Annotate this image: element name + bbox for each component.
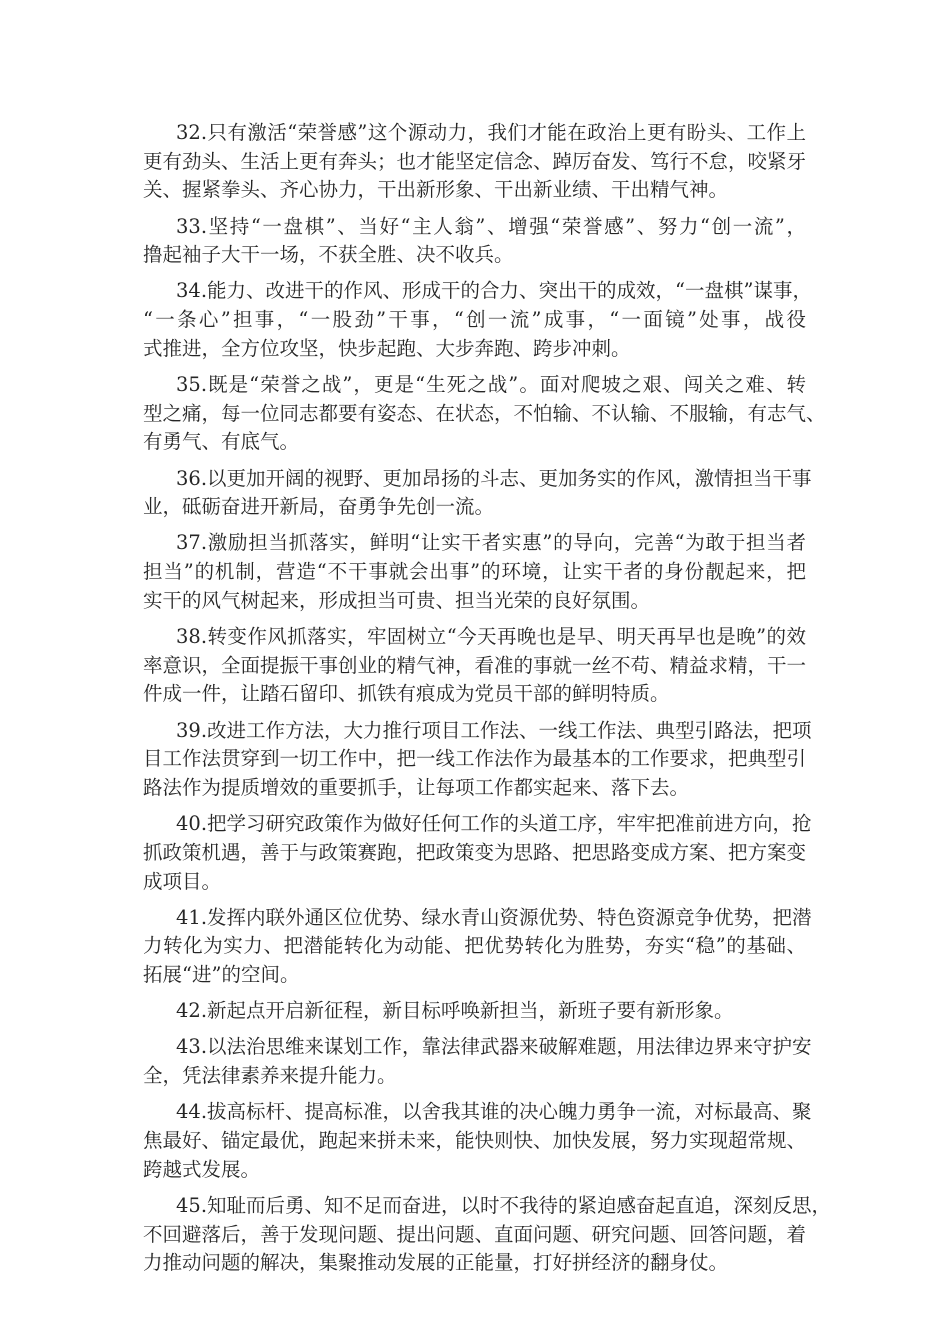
paragraph-line: 成项目。 [143,869,222,893]
paragraph-line: “一条心”担事，“一股劲”干事，“创一流”成事，“一面镜”处事，战役 [143,308,806,332]
paragraph-line: 目工作法贯穿到一切工作中，把一线工作法作为最基本的工作要求，把典型引 [143,747,807,771]
paragraph [143,371,826,457]
paragraph-line: 44.拔高标杆、提高标准，以舍我其谁的决心魄力勇争一流，对标最高、聚 [176,1100,812,1124]
paragraph-line: 40.把学习研究政策作为做好任何工作的头道工序，牢牢把准前进方向，抢 [176,812,812,836]
paragraph [143,277,812,363]
paragraph-line: 不回避落后，善于发现问题、提出问题、直面问题、研究问题、回答问题，着 [143,1222,807,1246]
paragraph [143,1192,832,1278]
paragraph-line: 抓政策机遇，善于与政策赛跑，把政策变为思路、把思路变成方案、把方案变 [143,840,807,864]
paragraph-line: 业，砥砺奋进开新局，奋勇争先创一流。 [143,495,495,519]
paragraph-line: 更有劲头、生活上更有奔头；也才能坚定信念、踔厉奋发、笃行不怠，咬紧牙 [143,149,807,173]
paragraph-line: 拓展“进”的空间。 [143,963,300,987]
paragraph-line: 41.发挥内联外通区位优势、绿水青山资源优势、特色资源竞争优势，把潜 [176,905,812,929]
paragraph-line: 35.既是“荣誉之战”，更是“生死之战”。面对爬坡之艰、闯关之难、转 [176,373,806,396]
paragraph-line: 焦最好、锚定最优，跑起来拼未来，能快则快、加快发展，努力实现超常规、 [143,1129,807,1152]
paragraph-line: 担当”的机制，营造“不干事就会出事”的环境，让实干者的身份靓起来，把 [143,560,806,584]
paragraph-line: 36.以更加开阔的视野、更加昂扬的斗志、更加务实的作风，激情担当干事 [176,466,812,490]
paragraph-line: 全，凭法律素养来提升能力。 [143,1064,397,1088]
paragraph-line: 关、握紧拳头、齐心协力，干出新形象、干出新业绩、干出精气神。 [143,178,729,202]
paragraph-line: 实干的风气树起来，形成担当可贵、担当光荣的良好氛围。 [143,588,651,612]
paragraph-line: 有勇气、有底气。 [143,430,300,454]
paragraph-line: 42.新起点开启新征程，新目标呼唤新担当，新班子要有新形象。 [176,999,734,1023]
paragraph [143,529,806,615]
paragraph-line: 33.坚持“一盘棋”、当好“主人翁”、增强“荣誉感”、努力“创一流”， [176,214,806,238]
paragraph-line: 力转化为实力、把潜能转化为动能、把优势转化为胜势，夯实“稳”的基础、 [143,934,806,958]
paragraph [143,213,806,270]
paragraph [143,810,812,896]
paragraph-line: 34.能力、改进干的作风、形成干的合力、突出干的成效，“一盘棋”谋事， [176,279,812,303]
paragraph-line: 型之痛，每一位同志都要有姿态、在状态，不怕输、不认输、不服输，有志气、 [143,401,826,425]
paragraph [143,119,806,205]
paragraph [143,1033,812,1090]
paragraph-line: 39.改进工作方法，大力推行项目工作法、一线工作法、典型引路法，把项 [176,718,812,742]
paragraph-line: 式推进，全方位攻坚，快步起跑、大步奔跑、跨步冲刺。 [143,336,631,360]
paragraph [143,465,812,522]
paragraph [143,1098,812,1184]
paragraph-line: 路法作为提质增效的重要抓手，让每项工作都实起来、落下去。 [143,775,690,799]
paragraph-line: 45.知耻而后勇、知不足而奋进，以时不我待的紧迫感奋起直追，深刻反思， [176,1193,832,1217]
paragraph-line: 件成一件，让踏石留印、抓铁有痕成为党员干部的鲜明特质。 [143,682,670,706]
paragraph-line: 37.激励担当抓落实，鲜明“让实干者实惠”的导向，完善“为敢于担当者 [176,531,806,555]
paragraph-line: 43.以法治思维来谋划工作，靠法律武器来破解难题，用法律边界来守护安 [176,1035,812,1059]
paragraph-line: 撸起袖子大干一场，不获全胜、决不收兵。 [143,243,514,267]
document-page [143,119,832,1285]
paragraph-line: 32.只有激活“荣誉感”这个源动力，我们才能在政治上更有盼头、工作上 [176,121,806,144]
paragraph [143,904,812,990]
paragraph [143,997,806,1026]
paragraph [143,717,812,803]
paragraph-line: 率意识，全面提振干事创业的精气神，看准的事就一丝不苟、精益求精，干一 [143,653,807,677]
paragraph-line: 力推动问题的解决，集聚推动发展的正能量，打好拼经济的翻身仗。 [143,1251,729,1275]
paragraph [143,623,806,709]
paragraph-line: 跨越式发展。 [143,1157,261,1181]
paragraph-line: 38.转变作风抓落实，牢固树立“今天再晚也是早、明天再早也是晚”的效 [176,625,806,648]
